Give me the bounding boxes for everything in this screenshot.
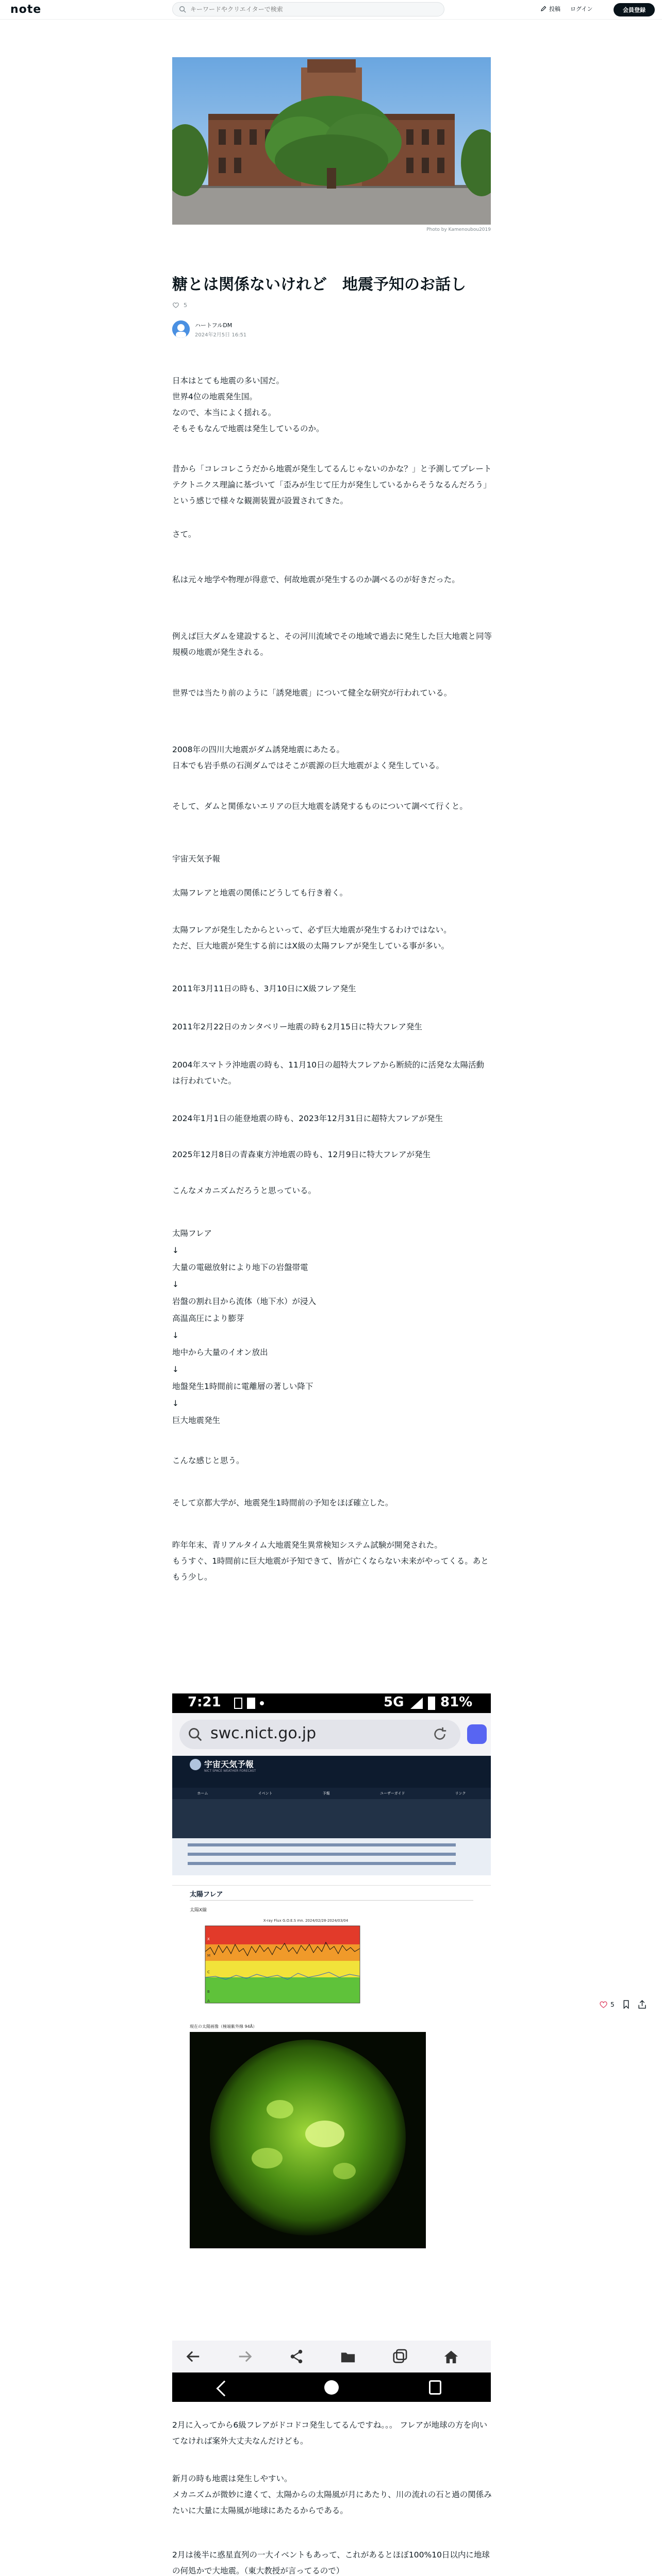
signup-button[interactable]: 会員登録 <box>614 3 655 16</box>
title-like-number: 5 <box>184 301 187 309</box>
sun-euv-image <box>190 2032 426 2248</box>
paragraph: 2008年の四川大地震がダム誘発地震にあたる。 日本でも岩手県の石渕ダムではそこが震源の巨大地震がよく発生している。 <box>172 745 444 770</box>
post-label: 投稿 <box>549 6 560 12</box>
browser-address-bar <box>172 1713 491 1756</box>
paragraph: こんなメカニズムだろうと思っている。 <box>172 1186 317 1195</box>
site-breadcrumb <box>172 1875 491 1886</box>
paragraph: 私は元々地学や物理が得意で、何故地震が発生するのか調べるのが好きだった。 <box>172 575 460 584</box>
folder-icon[interactable] <box>340 2349 356 2364</box>
alert-line <box>188 1843 456 1846</box>
paragraph: 2011年3月11日の時も、3月10日にX級フレア発生 <box>172 984 356 993</box>
paragraph: こんな感じと思う。 <box>172 1456 244 1465</box>
paragraph: 太陽フレア ↓ 大量の電磁放射により地下の岩盤帯電 ↓ 岩盤の割れ目から流体（地下水）が浸入 高温高圧により膨芽 ↓ 地中から大量のイオン放出 ↓ 地盤発生1時間前に電離層の著しい降下 ↓ 巨大地震発生 <box>172 1229 317 1425</box>
band-label: B <box>207 1990 210 1994</box>
bookmark-icon[interactable] <box>622 2000 631 2009</box>
band-label: A <box>207 1999 210 2003</box>
title-like-count <box>172 301 187 309</box>
paragraph: 宇宙天気予報 <box>172 854 221 863</box>
search-input[interactable] <box>190 6 438 13</box>
post-date: 2024年2月5日 16:51 <box>195 332 247 338</box>
band-label: C <box>207 1970 210 1974</box>
sun-image-label: 現在の太陽画像（極端紫外線 94Å） <box>190 2024 257 2029</box>
band-label: X <box>207 1937 210 1941</box>
alert-line <box>188 1853 456 1856</box>
paragraph: 2004年スマトラ沖地震の時も、11月10日の超特大フレアから断続的に活発な太陽活動は行われていた。 <box>172 1060 484 1086</box>
c-class-band <box>205 1961 360 1977</box>
system-nav-bar <box>172 2372 491 2402</box>
site-subtitle: NICT SPACE WEATHER FORECAST <box>204 1769 256 1773</box>
site-header <box>0 0 662 20</box>
section-title: 太陽フレア <box>190 1891 223 1899</box>
browser-extension-icon[interactable] <box>467 1724 487 1744</box>
home-icon[interactable] <box>443 2349 459 2364</box>
clock-tower-photo <box>172 57 491 225</box>
photo-credit[interactable]: Photo by Kamenoubou2019 <box>426 227 491 232</box>
site-alert-list <box>172 1838 491 1875</box>
paragraph: 2011年2月22日のカンタベリー地震の時も2月15日に特大フレア発生 <box>172 1022 422 1031</box>
facebook-icon <box>247 1698 255 1709</box>
paragraph: 例えば巨大ダムを建設すると、その河川流域でその地域で過去に発生した巨大地震と同等規模の地震が発生される。 <box>172 632 492 657</box>
paragraph: 2024年1月1日の能登地震の時も、2023年12月31日に超特大フレアが発生 <box>172 1114 443 1123</box>
system-recents-icon[interactable] <box>429 2380 441 2395</box>
author-name[interactable]: ハートフルDM <box>195 321 233 329</box>
floating-actions <box>599 2000 647 2009</box>
x-class-band <box>205 1926 360 1944</box>
side-like-button[interactable] <box>599 2000 615 2009</box>
website-content <box>172 1756 491 2341</box>
phone-time: 7:21 <box>188 1694 221 1710</box>
site-nav-item[interactable]: イベント <box>258 1791 273 1795</box>
paragraph: 昔から「コレコレこうだから地震が発生してるんじゃないのかな？」と予測してプレートテクトニクス理論に基づいて「歪みが生じて圧力が発生しているからそうなるんだろう」という感じで様々な観測装置が設置されてきた。 <box>172 464 492 505</box>
tabs-icon[interactable] <box>392 2349 407 2364</box>
pen-icon <box>540 6 547 12</box>
paragraph: 太陽フレアと地震の関係にどうしても行き着く。 <box>172 888 348 897</box>
paragraph: 2025年12月8日の青森東方沖地震の時も、12月9日に特大フレアが発生 <box>172 1150 431 1159</box>
share-icon[interactable] <box>289 2349 304 2364</box>
band-label: M <box>207 1954 211 1958</box>
paragraph: 2月に入ってから6級フレアがドコドコ発生してるんですね。。。 フレアが地球の方を向いてなければ案外大丈夫なんだけども。 <box>172 2420 488 2446</box>
system-back-icon[interactable] <box>216 2380 232 2396</box>
b-class-band <box>205 1977 360 2003</box>
search-icon <box>188 1727 202 1741</box>
search-icon <box>179 6 186 13</box>
article-author-row[interactable] <box>172 320 246 338</box>
alert-line <box>188 1862 456 1865</box>
site-nav-item[interactable]: ユーザーガイド <box>379 1791 405 1795</box>
login-label: ログイン <box>570 6 593 12</box>
forward-arrow-icon[interactable] <box>237 2349 253 2364</box>
paragraph: 昨年年末、青リアルタイム大地震発生異常検知システム試験が開発された。 もうすぐ、1時間前に巨大地震が予知できて、皆が亡くならない未来がやってくる。あともう少し。 <box>172 1540 489 1582</box>
paragraph: 新月の時も地震は発生しやすい。 メカニズムが微妙に違くて、太陽からの太陽風が月にあたり、川の流れの石と過の関係みたいに大量に太陽風が地球にあたるからである。 <box>172 2474 492 2515</box>
site-nav <box>172 1788 491 1799</box>
site-notice-panel <box>172 1799 491 1838</box>
login-button[interactable] <box>570 5 592 13</box>
battery-level: 81% <box>440 1694 473 1710</box>
system-home-icon[interactable] <box>324 2380 339 2395</box>
xray-flux-chart <box>190 1916 417 2019</box>
battery-icon <box>428 1697 435 1710</box>
browser-bottom-toolbar <box>172 2341 491 2372</box>
paragraph: そして、ダムと関係ないエリアの巨大地震を誘発するものについて調べて行くと。 <box>172 802 468 811</box>
article-title: 糖とは関係ないけれど 地震予知のお話し <box>172 276 466 294</box>
signal-icon <box>410 1698 423 1709</box>
paragraph: 日本はとても地震の多い国だ。 世界4位の地震発生国。 なので、本当によく揺れる。 そもそもなんで地震は発生しているのか。 <box>172 376 324 433</box>
paragraph: さて。 <box>172 530 196 539</box>
author-avatar[interactable] <box>172 320 190 338</box>
paragraph: 世界では当たり前のように「誘発地震」について健全な研究が行われている。 <box>172 688 452 698</box>
xray-chart-title: X-ray Flux G.O.E.S mn. 2024/02/28-2024/03/04 <box>263 1919 349 1923</box>
note-logo[interactable]: note <box>10 3 42 16</box>
avatar-image <box>172 320 190 338</box>
site-banner <box>172 1756 491 1788</box>
back-arrow-icon[interactable] <box>186 2349 201 2364</box>
url-field[interactable] <box>179 1720 460 1749</box>
site-nav-item[interactable]: 予報 <box>322 1791 330 1795</box>
site-logo-icon <box>190 1759 201 1770</box>
heart-outline-icon <box>599 2000 608 2009</box>
heart-outline-icon <box>172 301 179 309</box>
post-button[interactable] <box>540 5 560 13</box>
paragraph: 2月は後半に惑星直列の一大イベントもあって、これがあるとほぼ100%10日以内に地球の何処かで大地震。（東大教授が言ってるので） <box>172 2550 490 2575</box>
network-type: 5G <box>384 1694 404 1710</box>
chart-label: 太陽X線 <box>190 1908 207 1913</box>
paragraph: 太陽フレアが発生したからといって、必ず巨大地震が発生するわけではない。 ただ、巨大地震が発生する前にはX級の太陽フレアが発生している事が多い。 <box>172 925 452 951</box>
notification-icon <box>234 1698 242 1709</box>
phone-status-bar <box>172 1693 491 1713</box>
dot-icon <box>260 1701 264 1705</box>
site-title: 宇宙天気予報 <box>204 1759 254 1769</box>
embedded-screenshot <box>172 1693 491 2402</box>
url-text: swc.nict.go.jp <box>210 1724 317 1742</box>
site-nav-item[interactable]: リンク <box>455 1791 466 1795</box>
section-divider <box>190 1900 473 1901</box>
share-icon[interactable] <box>638 2000 647 2009</box>
hero-image <box>172 57 491 225</box>
site-nav-item[interactable]: ホーム <box>197 1791 208 1795</box>
reload-icon[interactable] <box>432 1726 448 1742</box>
side-like-count: 5 <box>610 2001 615 2008</box>
paragraph: そして京都大学が、地震発生1時間前の予知をほぼ確立した。 <box>172 1498 393 1507</box>
search-box[interactable] <box>172 2 444 16</box>
